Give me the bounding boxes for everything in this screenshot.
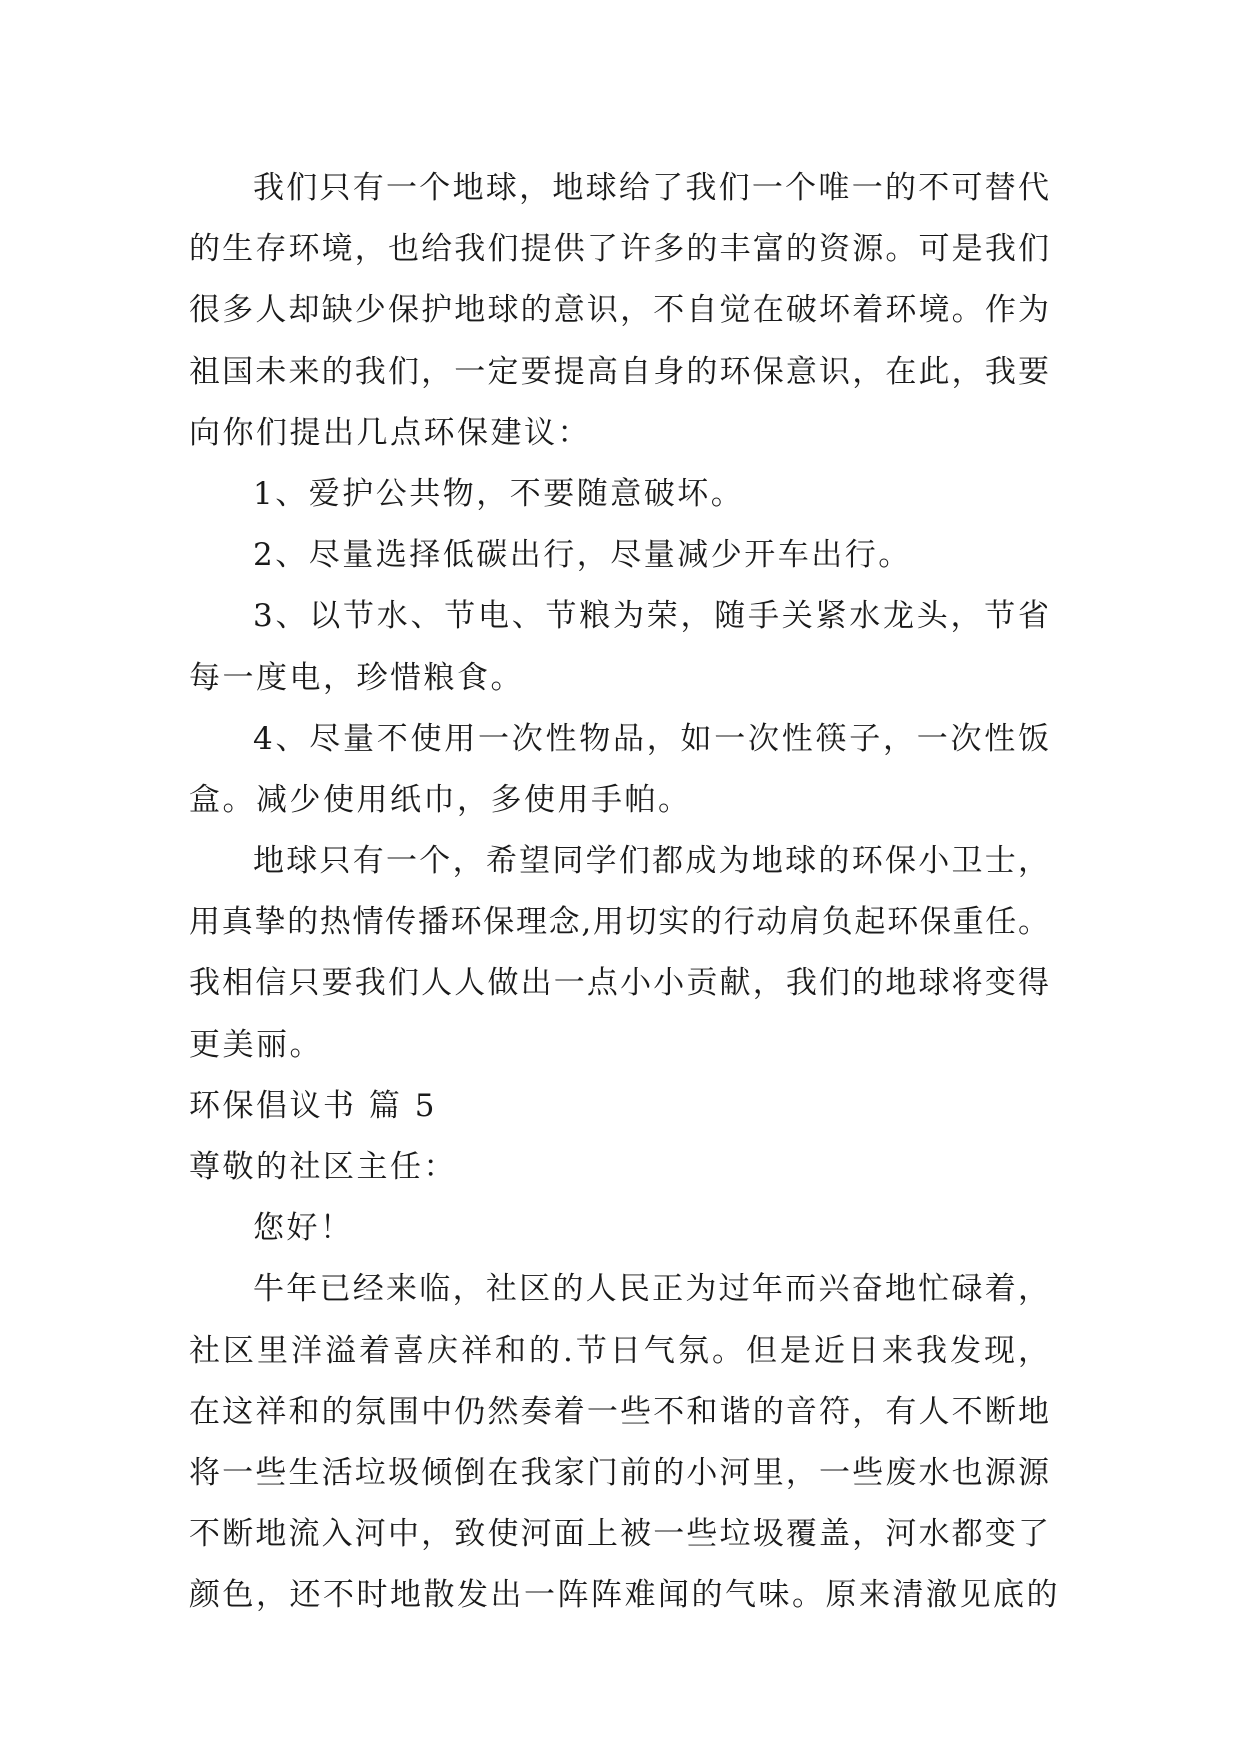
text-line: 祖国未来的我们，一定要提高自身的环保意识，在此，我要 bbox=[189, 353, 1049, 390]
paragraph bbox=[189, 1076, 1049, 1137]
text-line: 更美丽。 bbox=[189, 1026, 323, 1063]
text-line: 3、以节水、节电、节粮为荣，随手关紧水龙头，节省 bbox=[253, 598, 1049, 635]
text-line: 尊敬的社区主任： bbox=[189, 1149, 457, 1185]
text-line: 颜色，还不时地散发出一阵阵难闻的气味。原来清澈见底的 bbox=[189, 1577, 1060, 1614]
document-body bbox=[189, 158, 1060, 1627]
text-line: 我相信只要我们人人做出一点小小贡献，我们的地球将变得 bbox=[189, 965, 1049, 1002]
paragraph bbox=[189, 525, 1049, 586]
text-line: 牛年已经来临，社区的人民正为过年而兴奋地忙碌着， bbox=[253, 1271, 1049, 1308]
text-line: 每一度电，珍惜粮食。 bbox=[189, 659, 524, 696]
text-line: 您好！ bbox=[253, 1210, 354, 1247]
text-line: 2、尽量选择低碳出行，尽量减少开车出行。 bbox=[253, 537, 912, 574]
paragraph bbox=[189, 1259, 1060, 1626]
text-line: 向你们提出几点环保建议： bbox=[189, 414, 591, 451]
text-line: 将一些生活垃圾倾倒在我家门前的小河里，一些废水也源源 bbox=[189, 1454, 1049, 1491]
paragraph bbox=[189, 831, 1049, 1076]
paragraph bbox=[189, 158, 1049, 464]
text-line: 社区里洋溢着喜庆祥和的.节日气氛。但是近日来我发现， bbox=[189, 1332, 1049, 1369]
text-line: 我们只有一个地球，地球给了我们一个唯一的不可替代 bbox=[253, 170, 1049, 206]
text-line: 环保倡议书 篇 5 bbox=[189, 1087, 437, 1124]
text-line: 用真挚的热情传播环保理念,用切实的行动肩负起环保重任。 bbox=[189, 904, 1049, 941]
paragraph bbox=[189, 709, 1049, 831]
text-line: 地球只有一个，希望同学们都成为地球的环保小卫士， bbox=[253, 843, 1049, 880]
text-line: 1、爱护公共物，不要随意破坏。 bbox=[253, 475, 745, 512]
text-line: 4、尽量不使用一次性物品，如一次性筷子，一次性饭 bbox=[253, 720, 1049, 757]
paragraph bbox=[189, 586, 1049, 708]
text-line: 很多人却缺少保护地球的意识，不自觉在破坏着环境。作为 bbox=[189, 292, 1049, 329]
paragraph bbox=[189, 1137, 1049, 1198]
paragraph bbox=[189, 464, 1049, 525]
text-line: 盒。减少使用纸巾，多使用手帕。 bbox=[189, 781, 692, 818]
paragraph bbox=[189, 1198, 1049, 1259]
text-line: 不断地流入河中，致使河面上被一些垃圾覆盖，河水都变了 bbox=[189, 1516, 1049, 1553]
text-line: 的生存环境，也给我们提供了许多的丰富的资源。可是我们 bbox=[189, 231, 1049, 268]
text-line: 在这祥和的氛围中仍然奏着一些不和谐的音符，有人不断地 bbox=[189, 1393, 1049, 1430]
